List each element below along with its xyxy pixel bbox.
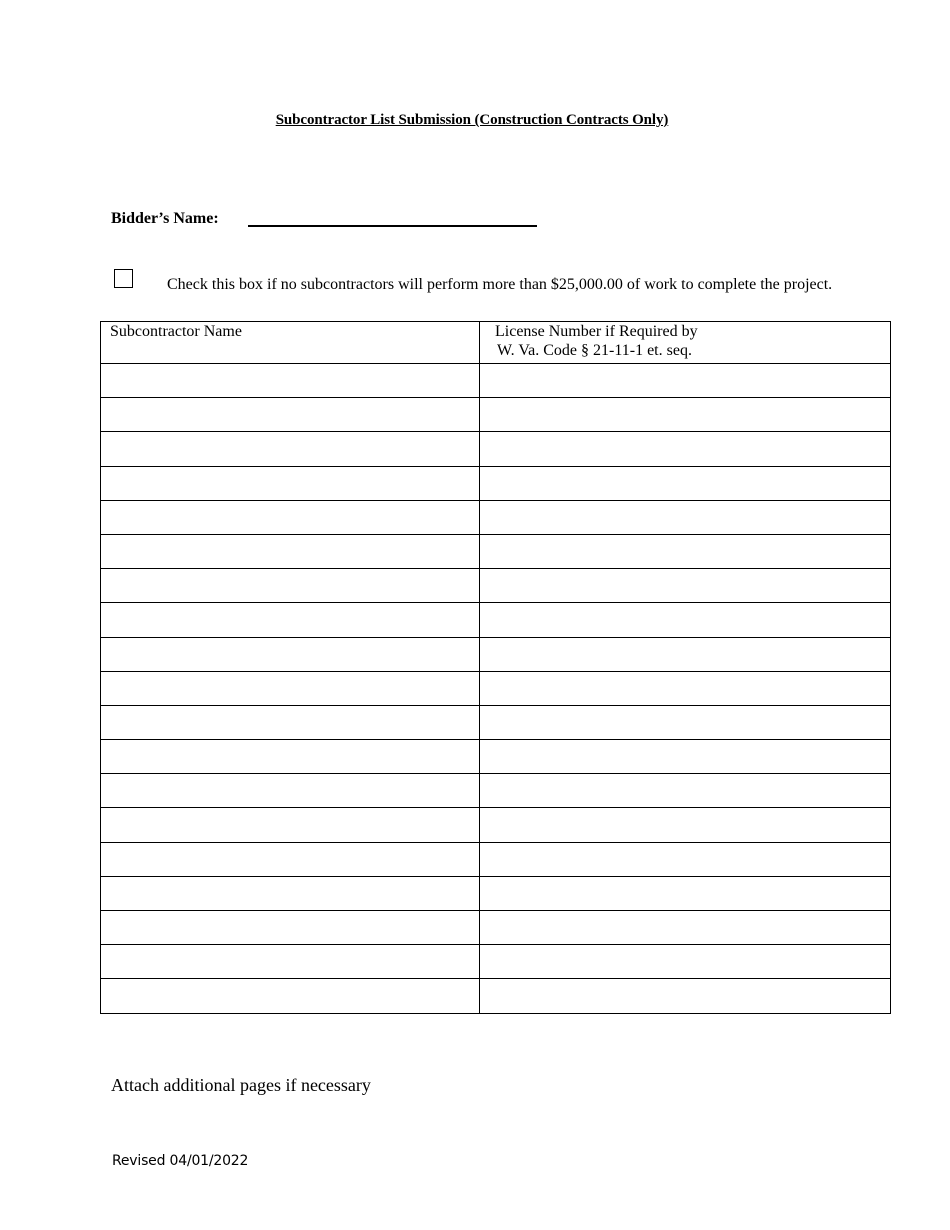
subcontractor-name-cell[interactable] xyxy=(101,364,480,398)
table-row xyxy=(101,842,891,876)
attach-note: Attach additional pages if necessary xyxy=(111,1075,371,1095)
license-number-cell[interactable] xyxy=(480,876,891,910)
table-row xyxy=(101,671,891,705)
no-subcontractors-checkbox[interactable] xyxy=(114,269,133,288)
license-number-cell[interactable] xyxy=(480,671,891,705)
license-header-line2: W. Va. Code § 21-11-1 et. seq. xyxy=(497,342,692,359)
form-title: Subcontractor List Submission (Construction Contracts Only) xyxy=(275,112,669,128)
table-row xyxy=(101,876,891,910)
table-row xyxy=(101,808,891,842)
subcontractor-name-cell[interactable] xyxy=(101,774,480,808)
subcontractor-name-cell[interactable] xyxy=(101,740,480,774)
no-subcontractors-label: Check this box if no subcontractors will perform more than $25,000.00 of work to complete the project. xyxy=(167,276,833,293)
table-row xyxy=(101,637,891,671)
table-row xyxy=(101,569,891,603)
subcontractor-name-cell[interactable] xyxy=(101,398,480,432)
table-row xyxy=(101,398,891,432)
subcontractor-name-cell[interactable] xyxy=(101,466,480,500)
license-number-cell[interactable] xyxy=(480,603,891,637)
license-number-cell[interactable] xyxy=(480,500,891,534)
license-number-cell[interactable] xyxy=(480,774,891,808)
subcontractor-rows xyxy=(101,364,891,1014)
subcontractor-name-cell[interactable] xyxy=(101,876,480,910)
table-row xyxy=(101,603,891,637)
table-header-row xyxy=(101,322,891,364)
license-number-cell[interactable] xyxy=(480,534,891,568)
subcontractor-table xyxy=(100,321,891,1014)
license-number-cell[interactable] xyxy=(480,842,891,876)
table-row xyxy=(101,911,891,945)
table-row xyxy=(101,432,891,466)
license-number-cell[interactable] xyxy=(480,637,891,671)
license-header-line1: License Number if Required by xyxy=(495,323,698,340)
subcontractor-name-cell[interactable] xyxy=(101,500,480,534)
subcontractor-name-cell[interactable] xyxy=(101,945,480,979)
subcontractor-name-cell[interactable] xyxy=(101,569,480,603)
license-number-cell[interactable] xyxy=(480,808,891,842)
table-row xyxy=(101,945,891,979)
subcontractor-name-cell[interactable] xyxy=(101,808,480,842)
subcontractor-name-cell[interactable] xyxy=(101,432,480,466)
table-row xyxy=(101,500,891,534)
table-row xyxy=(101,534,891,568)
table-row xyxy=(101,740,891,774)
subcontractor-name-cell[interactable] xyxy=(101,911,480,945)
subcontractor-name-header-text: Subcontractor Name xyxy=(110,323,242,340)
license-number-cell[interactable] xyxy=(480,911,891,945)
table-row xyxy=(101,364,891,398)
subcontractor-name-cell[interactable] xyxy=(101,671,480,705)
license-number-cell[interactable] xyxy=(480,569,891,603)
subcontractor-name-cell[interactable] xyxy=(101,603,480,637)
license-number-cell[interactable] xyxy=(480,466,891,500)
license-number-cell[interactable] xyxy=(480,945,891,979)
table-row xyxy=(101,979,891,1013)
subcontractor-name-cell[interactable] xyxy=(101,637,480,671)
table-row xyxy=(101,705,891,739)
subcontractor-name-cell[interactable] xyxy=(101,705,480,739)
revised-date: Revised 04/01/2022 xyxy=(112,1153,249,1169)
subcontractor-name-cell[interactable] xyxy=(101,534,480,568)
license-number-header xyxy=(480,322,891,364)
bidder-name-field[interactable] xyxy=(248,225,537,227)
subcontractor-name-cell[interactable] xyxy=(101,842,480,876)
license-number-cell[interactable] xyxy=(480,979,891,1013)
license-number-cell[interactable] xyxy=(480,364,891,398)
bidder-name-label: Bidder’s Name: xyxy=(111,210,219,227)
table-row xyxy=(101,466,891,500)
license-number-cell[interactable] xyxy=(480,432,891,466)
subcontractor-name-cell[interactable] xyxy=(101,979,480,1013)
license-number-cell[interactable] xyxy=(480,740,891,774)
license-number-cell[interactable] xyxy=(480,398,891,432)
license-number-cell[interactable] xyxy=(480,705,891,739)
subcontractor-name-header xyxy=(101,322,480,364)
table-row xyxy=(101,774,891,808)
